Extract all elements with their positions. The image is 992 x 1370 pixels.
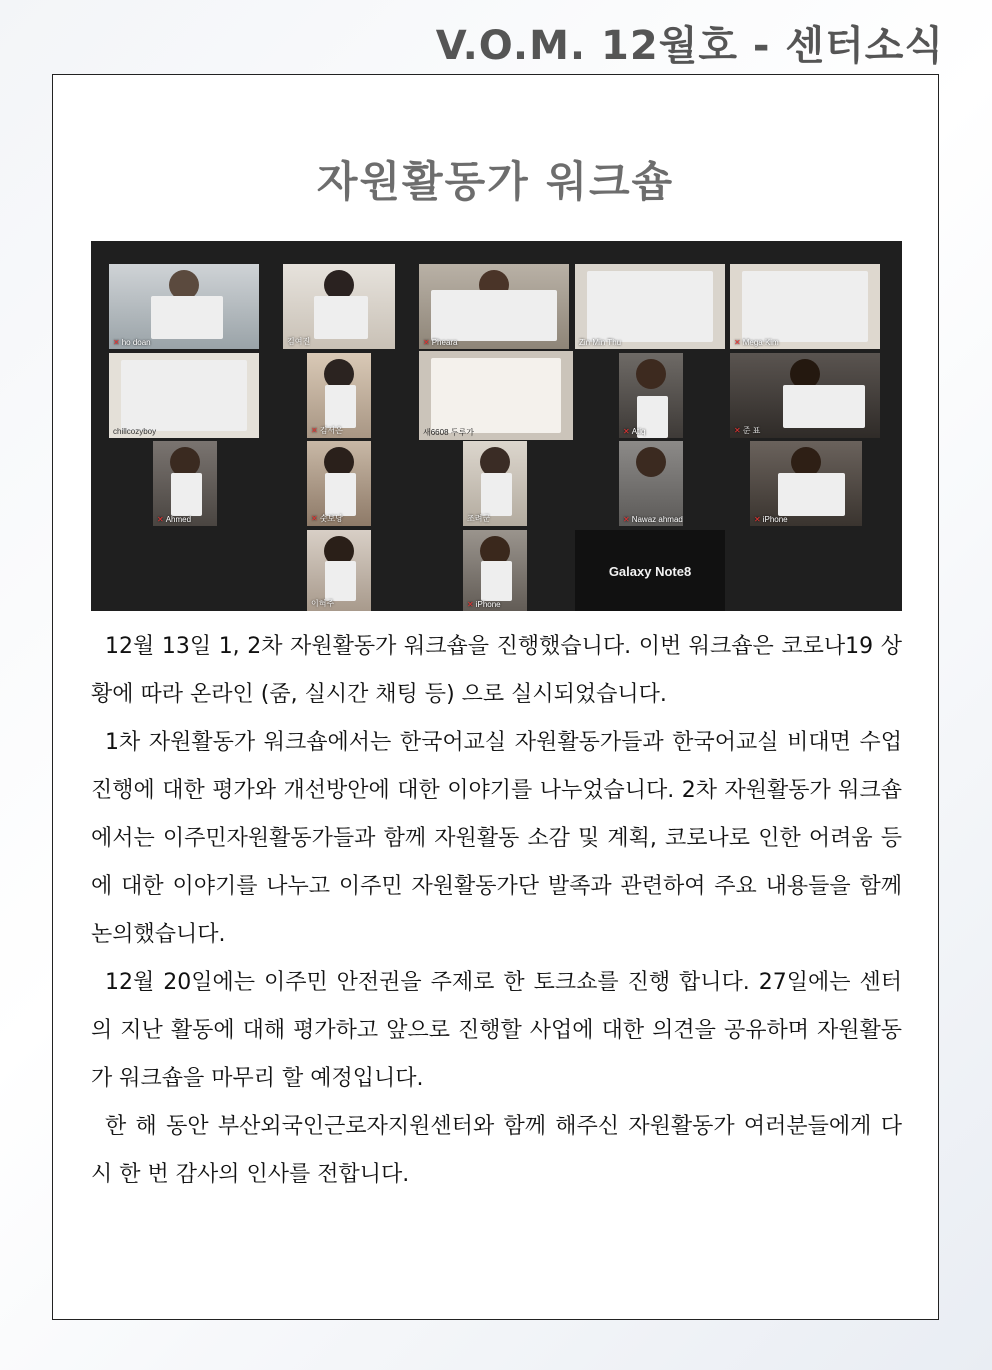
paragraph: 1차 자원활동가 워크숍에서는 한국어교실 자원활동가들과 한국어교실 비대면 수업 진행에 대한 평가와 개선방안에 대한 이야기를 나누었습니다. 2차 자원활동가 워크숍에서는 이주민자원활동가들과 함께 자원활동 소감 및 계획, 코로나로 인한 어려움 등에 대한 이야기를 나누고 이주민 자원활동가단 발족과 관련하여 주요 내용들을 함께 논의했습니다.: [91, 730, 902, 947]
video-tile: [307, 530, 371, 611]
participant-name: chillcozyboy: [113, 427, 157, 436]
video-tile: [463, 530, 527, 611]
device-label: Galaxy Note8: [608, 564, 692, 579]
muted-mic-icon: ✕: [157, 515, 164, 524]
paragraph: 12월 20일에는 이주민 안전권을 주제로 한 토크쇼를 진행 합니다. 27일에는 센터의 지난 활동에 대해 평가하고 앞으로 진행할 사업에 대한 의견을 공유하며 자원활동가 워크숍을 마무리 할 예정입니다.: [91, 970, 902, 1091]
video-tile-device: [575, 530, 725, 611]
participant-name: 조려군: [467, 514, 491, 523]
zoom-meeting-photo: [91, 241, 902, 611]
participant-name: Mega Kim: [742, 338, 779, 347]
video-tile: [109, 264, 259, 349]
empty-video-tile: [109, 530, 259, 611]
video-tile: [463, 441, 527, 526]
participant-name: Ahmed: [165, 515, 192, 524]
paragraph: 12월 13일 1, 2차 자원활동가 워크숍을 진행했습니다. 이번 워크숍은 코로나19 상황에 따라 온라인 (줌, 실시간 채팅 등) 으로 실시되었습니다.: [91, 634, 902, 707]
video-tile: [153, 441, 217, 526]
empty-video-tile: [730, 530, 880, 611]
participant-name: 김여진: [287, 337, 311, 346]
article-body: [91, 623, 902, 1199]
participant-name: Nawaz ahmad: [631, 515, 683, 524]
video-tile: [619, 441, 683, 526]
muted-mic-icon: ✕: [113, 338, 120, 347]
muted-mic-icon: ✕: [734, 338, 741, 347]
participant-name: 김서은: [319, 426, 343, 435]
video-tile: [283, 264, 395, 349]
muted-mic-icon: ✕: [734, 426, 741, 435]
video-tile: [730, 353, 880, 438]
participant-name: iPhone: [762, 515, 788, 524]
video-tile: [750, 441, 862, 526]
page-header-title: V.O.M. 12월호 - 센터소식: [435, 23, 944, 69]
video-tile: [619, 353, 683, 438]
video-tile: [307, 353, 371, 438]
muted-mic-icon: ✕: [311, 514, 318, 523]
paragraph: 한 해 동안 부산외국인근로자지원센터와 함께 해주신 자원활동가 여러분들에게 다시 한 번 감사의 인사를 전합니다.: [91, 1114, 902, 1187]
participant-name: 새6608 두루가: [423, 428, 474, 437]
video-tile-active-speaker: [419, 351, 573, 440]
participant-name: 이혀주: [311, 599, 335, 608]
muted-mic-icon: ✕: [311, 426, 318, 435]
article-frame: [52, 74, 939, 1320]
muted-mic-icon: ✕: [623, 427, 630, 436]
participant-name: iPhone: [475, 600, 501, 609]
video-tile: [419, 264, 569, 349]
participant-name: 숫보낭: [319, 514, 343, 523]
video-tile: [575, 264, 725, 349]
participant-name: Zin Min Thu: [579, 338, 622, 347]
muted-mic-icon: ✕: [623, 515, 630, 524]
video-tile: [307, 441, 371, 526]
video-tile: [109, 353, 259, 438]
muted-mic-icon: ✕: [423, 338, 430, 347]
article-title: 자원활동가 워크숍: [316, 157, 675, 206]
muted-mic-icon: ✕: [754, 515, 761, 524]
video-tile: [730, 264, 880, 349]
participant-name: 준 표: [742, 426, 761, 435]
participant-name: ho doan: [121, 338, 151, 347]
participant-name: Atiq: [631, 427, 646, 436]
muted-mic-icon: ✕: [467, 600, 474, 609]
participant-name: Pheara: [431, 338, 458, 347]
